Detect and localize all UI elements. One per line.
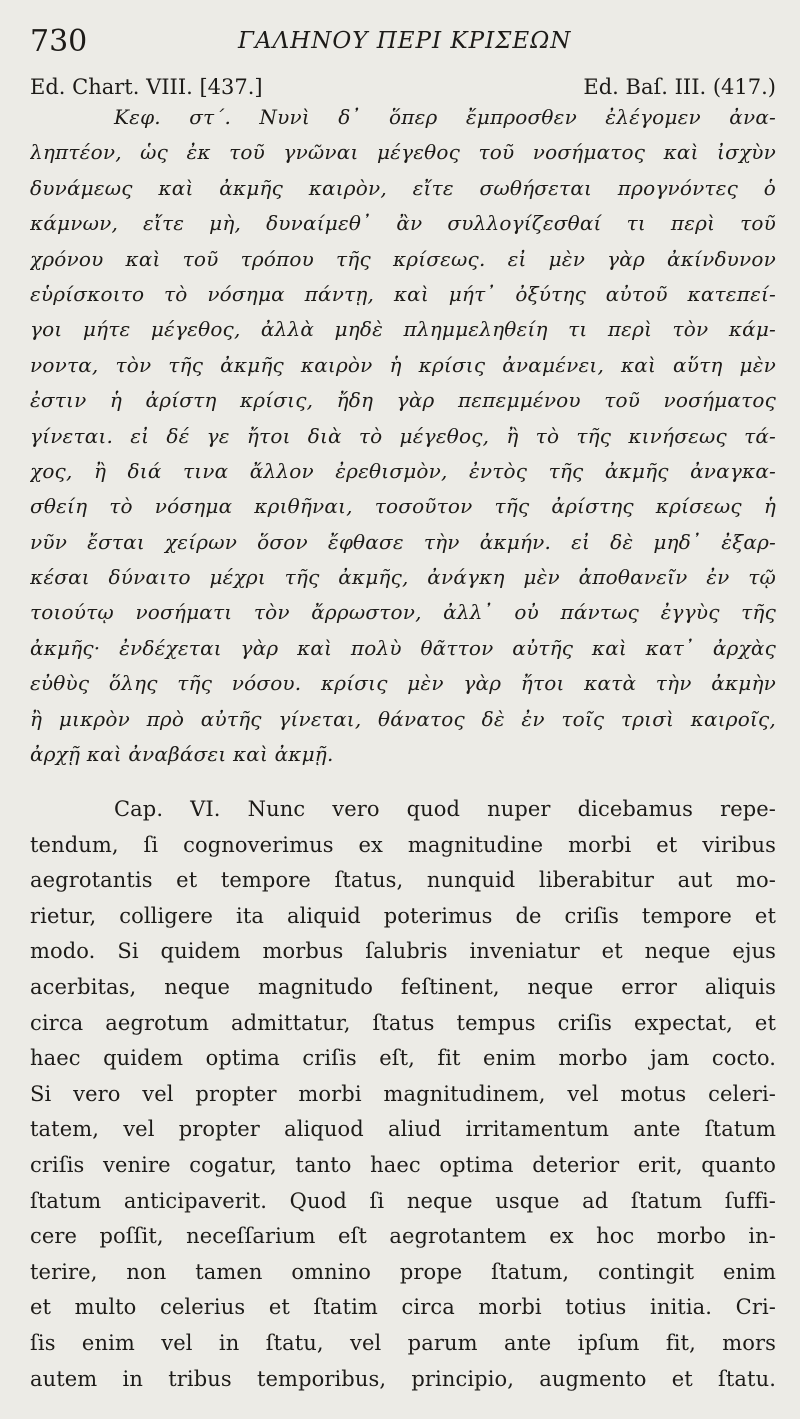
greek-line: ἐστιν ἡ ἀρίστη κρίσις, ἤδη γὰρ πεπεμμένου τοῦ νοσήματος [30,388,776,413]
greek-line: ἀρχῇ καὶ ἀναβάσει καὶ ἀκμῇ. [30,742,334,767]
latin-line: circa aegrotum admittatur, ſtatus tempus criſis expectat, et [30,1010,776,1035]
greek-line: εὐθὺς ὅλης τῆς νόσου. κρίσις μὲν γὰρ ἤτοι κατὰ τὴν ἀκμὴν [30,671,776,696]
greek-line: κέσαι δύναιτο μέχρι τῆς ἀκμῆς, ἀνάγκη μὲν ἀποθανεῖν ἐν τῷ [30,565,776,590]
latin-line: terire, non tamen omnino prope ſtatum, contingit enim [30,1259,776,1284]
greek-line: χρόνου καὶ τοῦ τρόπου τῆς κρίσεως. εἰ μὲν γὰρ ἀκίνδυνον [30,246,776,271]
latin-line: autem in tribus temporibus, principio, augmento et ſtatu. [30,1366,776,1391]
greek-line: νοντα, τὸν τῆς ἀκμῆς καιρὸν ἡ κρίσις ἀναμένει, καὶ αὕτη μὲν [30,352,776,377]
latin-line: ſis enim vel in ſtatu, vel parum ante ipſum fit, mors [30,1330,776,1355]
edition-reference-right: Ed. Baſ. III. (417.) [583,75,776,99]
greek-line: γίνεται. εἰ δέ γε ἤτοι διὰ τὸ μέγεθος, ἢ τὸ τῆς κινήσεως τά- [30,423,776,448]
greek-line: νῦν ἔσται χείρων ὅσον ἔφθασε τὴν ἀκμήν. εἰ δὲ μηδ᾽ ἐξαρ- [30,529,776,554]
greek-text-block [30,100,776,772]
greek-line: σθείη τὸ νόσημα κριθῆναι, τοσοῦτον τῆς ἀρίστης κρίσεως ἡ [30,494,776,519]
greek-line: Κεφ. στ΄. Νυνὶ δ᾽ ὅπερ ἔμπροσθεν ἐλέγομεν ἀνα- [114,105,776,129]
latin-line: rietur, colligere ita aliquid poterimus de criſis tempore et [30,903,776,928]
greek-line: ἢ μικρὸν πρὸ αὐτῆς γίνεται, θάνατος δὲ ἐν τοῖς τρισὶ καιροῖς, [30,706,776,731]
greek-line: γοι μήτε μέγεθος, ἀλλὰ μηδὲ πλημμεληθείη τι περὶ τὸν κάμ- [30,317,776,342]
greek-line: ληπτέον, ὡς ἐκ τοῦ γνῶναι μέγεθος τοῦ νοσήματος καὶ ἰσχὺν [30,140,776,165]
greek-line: χος, ἢ διά τινα ἄλλον ἐρεθισμὸν, ἐντὸς τῆς ἀκμῆς ἀναγκα- [30,458,776,483]
greek-line: ἀκμῆς· ἐνδέχεται γὰρ καὶ πολὺ θᾶττον αὐτῆς καὶ κατ᾽ ἀρχὰς [30,635,776,660]
latin-line: et multo celerius et ſtatim circa morbi totius initia. Cri- [30,1295,776,1320]
edition-reference-left: Ed. Chart. VIII. [437.] [30,75,263,99]
latin-line: modo. Si quidem morbus ſalubris inveniatur et neque ejus [30,939,776,964]
latin-text-block [30,792,776,1397]
latin-line: cere poſſit, neceſſarium eſt aegrotantem ex hoc morbo in- [30,1224,776,1249]
running-title: ΓΑΛΗΝΟΥ ΠΕΡΙ ΚΡΙΣΕΩΝ [238,28,572,54]
latin-line: haec quidem optima criſis eſt, fit enim morbo jam cocto. [30,1046,776,1071]
latin-line: aegrotantis et tempore ſtatus, nunquid liberabitur aut mo- [30,868,776,893]
latin-line: Si vero vel propter morbi magnitudinem, vel motus celeri- [30,1081,776,1106]
latin-line: ſtatum anticipaverit. Quod ſi neque usque ad ſtatum ſuffi- [30,1188,776,1213]
greek-line: τοιούτῳ νοσήματι τὸν ἄρρωστον, ἀλλ᾽ οὐ πάντως ἐγγὺς τῆς [30,600,776,625]
greek-line: δυνάμεως καὶ ἀκμῆς καιρὸν, εἴτε σωθήσεται προγνόντες ὁ [30,175,776,200]
latin-line: tendum, ſi cognoverimus ex magnitudine morbi et viribus [30,832,776,857]
latin-line: Cap. VI. Nunc vero quod nuper dicebamus repe- [114,797,776,821]
greek-line: εὑρίσκοιτο τὸ νόσημα πάντῃ, καὶ μήτ᾽ ὀξύτης αὐτοῦ κατεπεί- [30,281,776,306]
greek-line: κάμνων, εἴτε μὴ, δυναίμεθ᾽ ἂν συλλογίζεσθαί τι περὶ τοῦ [30,211,776,236]
latin-line: acerbitas, neque magnitudo feſtinent, neque error aliquis [30,974,776,999]
page-number: 730 [30,24,88,59]
latin-line: tatem, vel propter aliquod aliud irritamentum ante ſtatum [30,1117,776,1142]
latin-line: criſis venire cogatur, tanto haec optima deterior erit, quanto [30,1152,776,1177]
